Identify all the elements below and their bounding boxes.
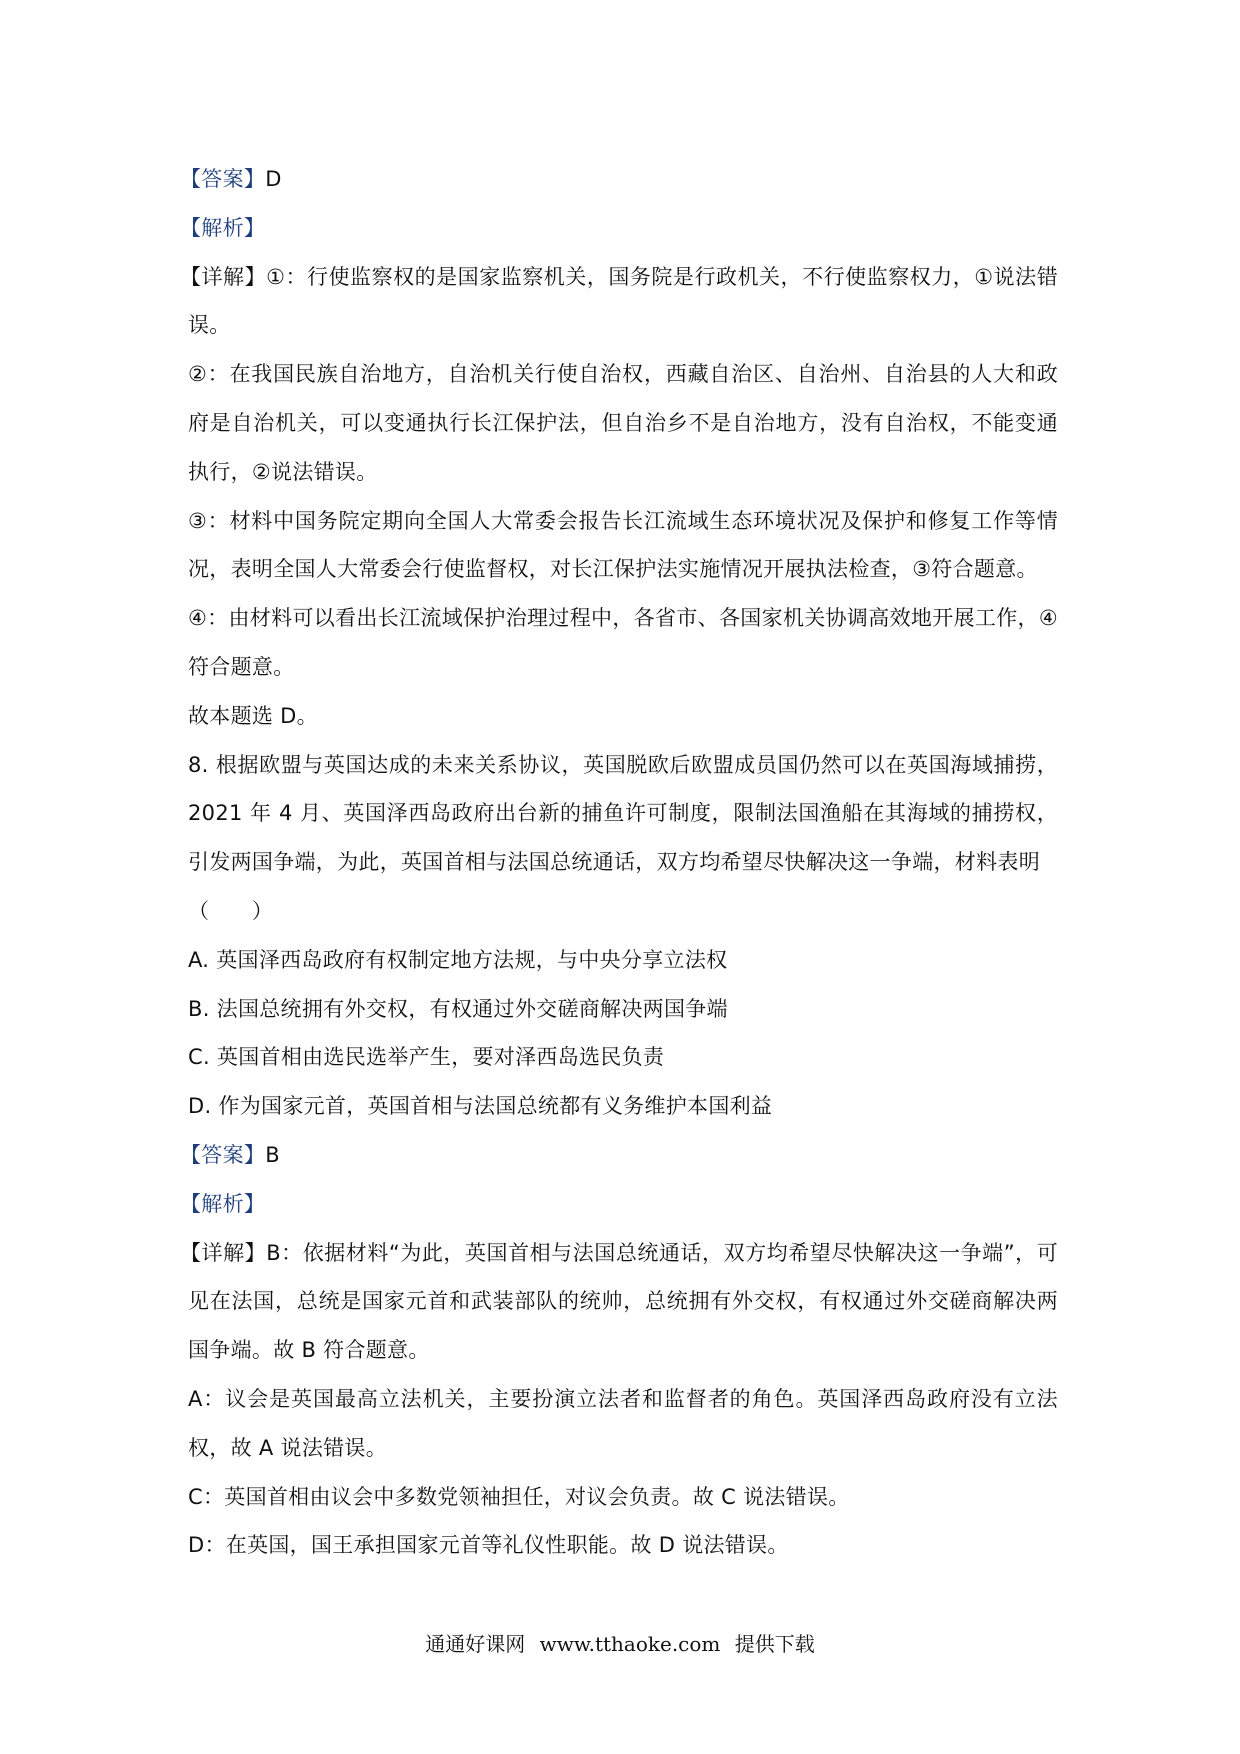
page-content: [180, 155, 1059, 1570]
option-d: D. 作为国家元首，英国首相与法国总统都有义务维护本国利益: [188, 1094, 773, 1119]
prev-detail-4: ④：由材料可以看出长江流域保护治理过程中，各省市、各国家机关协调高效地开展工作，④符合题意。: [188, 606, 1058, 679]
answer-line: [180, 1131, 1058, 1180]
analysis-label: 【解析】: [180, 1191, 266, 1216]
analysis-label: 【解析】: [180, 215, 266, 240]
answer-label: 【答案】: [180, 167, 266, 191]
detail-label: 【详解】: [180, 1240, 267, 1265]
detail-d: D：在英国，国王承担国家元首等礼仪性职能。故 D 说法错误。: [188, 1533, 789, 1558]
footer-url[interactable]: www.tthaoke.com: [539, 1632, 721, 1656]
analysis-line: [180, 1180, 1058, 1229]
prev-detail-2: ②：在我国民族自治地方，自治机关行使自治权，西藏自治区、自治州、自治县的人大和政府是自治机关，可以变通执行长江保护法，但自治乡不是自治地方，没有自治权，不能变通执行，②说法错误。: [188, 362, 1058, 484]
option-c: C. 英国首相由选民选举产生，要对泽西岛选民负责: [188, 1045, 665, 1070]
prev-detail-3: ③：材料中国务院定期向全国人大常委会报告长江流域生态环境状况及保护和修复工作等情况，表明全国人大常委会行使监督权，对长江保护法实施情况开展执法检查，③符合题意。: [188, 508, 1058, 582]
detail-b: [180, 1229, 1059, 1375]
prev-answer-line: [180, 155, 1058, 204]
question-stem: [188, 741, 1058, 936]
detail-a: A：议会是英国最高立法机关，主要扮演立法者和监督者的角色。英国泽西岛政府没有立法权，故 A 说法错误。: [188, 1386, 1058, 1460]
question-stem-text: 8. 根据欧盟与英国达成的未来关系协议，英国脱欧后欧盟成员国仍然可以在英国海域捕捞，2021 年 4 月、英国泽西岛政府出台新的捕鱼许可制度，限制法国渔船在其海域的捕捞权，引发两国争端，为此，英国首相与法国总统通话，双方均希望尽快解决这一争端，材料表明: [188, 752, 1058, 875]
page-footer: [0, 1628, 1240, 1657]
prev-detail-1: [180, 253, 1059, 351]
answer-value: D: [265, 167, 282, 191]
answer-label: 【答案】: [180, 1142, 266, 1167]
question-blank: （ ）: [188, 898, 274, 923]
detail-label: 【详解】: [180, 264, 267, 289]
detail-b-text: B：依据材料“为此，英国首相与法国总统通话，双方均希望尽快解决这一争端”，可见在法国，总统是国家元首和武装部队的统帅，总统拥有外交权，有权通过外交磋商解决两国争端。故 B 符合题意。: [188, 1240, 1059, 1363]
prev-analysis-line: [180, 204, 1058, 253]
option-a: A. 英国泽西岛政府有权制定地方法规，与中央分享立法权: [188, 947, 728, 972]
detail-1-text: ①：行使监察权的是国家监察机关，国务院是行政机关，不行使监察权力，①说法错误。: [188, 264, 1059, 338]
footer-suffix: 提供下载: [734, 1632, 815, 1656]
detail-c: C：英国首相由议会中多数党领袖担任，对议会负责。故 C 说法错误。: [188, 1484, 850, 1509]
footer-site-name: 通通好课网: [425, 1632, 526, 1656]
answer-value: B: [265, 1142, 280, 1167]
prev-conclusion: 故本题选 D。: [188, 703, 318, 728]
option-b: B. 法国总统拥有外交权，有权通过外交磋商解决两国争端: [188, 996, 728, 1021]
